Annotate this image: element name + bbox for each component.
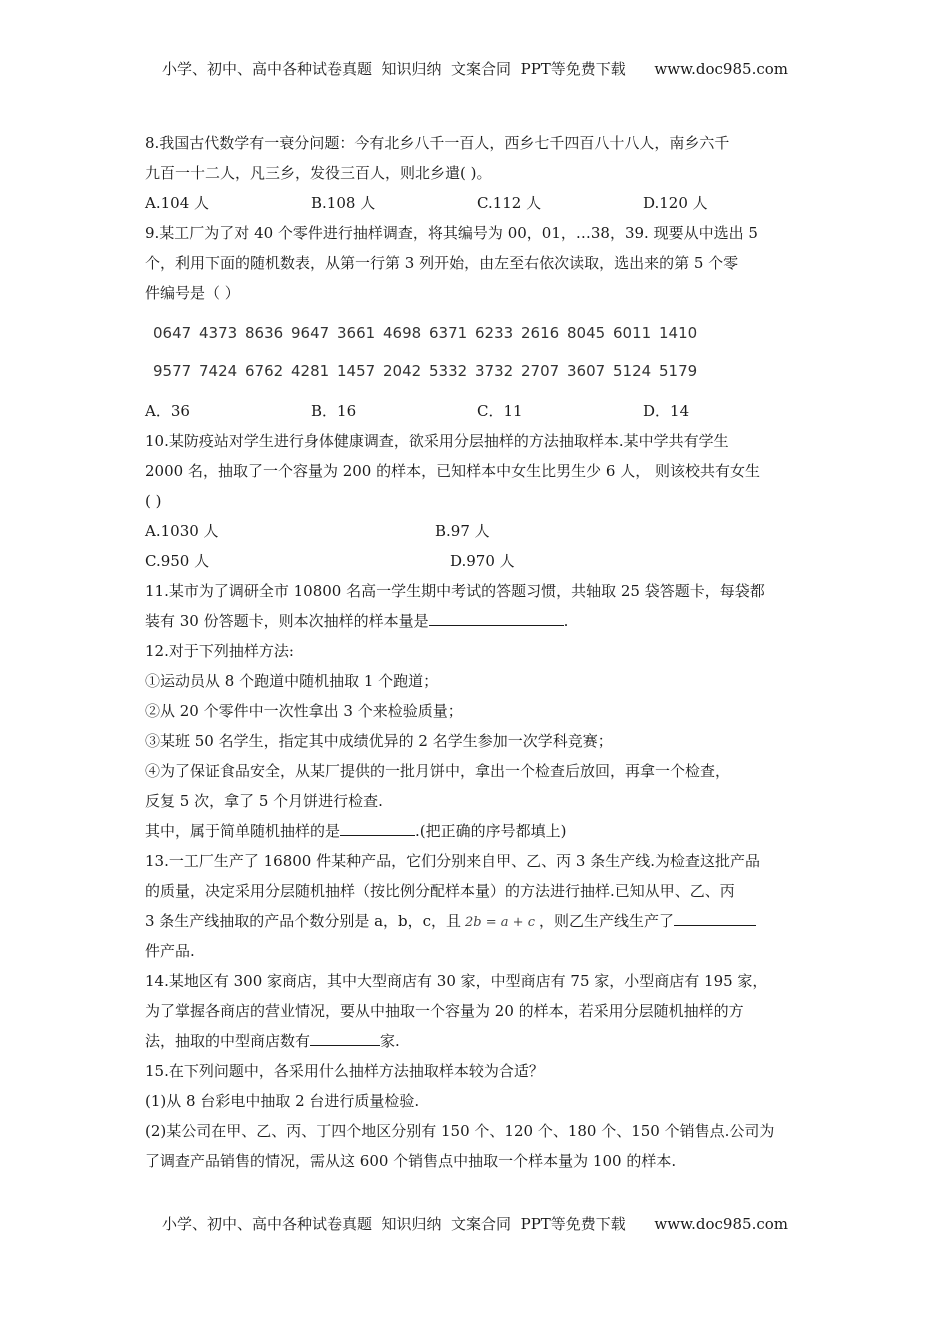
q10-line3: ( ): [145, 492, 162, 510]
q10-line1: 10.某防疫站对学生进行身体健康调查，欲采用分层抽样的方法抽取样本.某中学共有学生: [145, 432, 729, 450]
q9-line1: 9.某工厂为了对 40 个零件进行抽样调查，将其编号为 00，01，…38，39. 现要从中选出 5: [145, 224, 758, 242]
q9-option-d: D．14: [643, 402, 690, 420]
q10-option-c: C.950 人: [145, 552, 210, 570]
q8-line2: 九百一十二人，凡三乡，发役三百人，则北乡遣( )。: [145, 164, 492, 182]
q8-options: [145, 188, 810, 218]
random-number: 1410: [659, 324, 698, 342]
q12-item-2: ②从 20 个零件中一次性拿出 3 个来检验质量；: [145, 702, 463, 720]
q10-option-b: B.97 人: [435, 522, 490, 540]
q9-line2: 个，利用下面的随机数表，从第一行第 3 列开始，由左至右依次读取，选出来的第 5 个零: [145, 254, 739, 272]
q9-option-b: B．16: [311, 402, 357, 420]
random-number: 8045: [567, 324, 606, 342]
q10-option-a: A.1030 人: [145, 522, 219, 540]
q8-option-c: C.112 人: [477, 194, 542, 212]
q8-option-a: A.104 人: [145, 194, 209, 212]
q9-options: [145, 396, 810, 426]
answer-blank[interactable]: [310, 1027, 380, 1046]
q12-title: 12.对于下列抽样方法:: [145, 642, 294, 660]
random-number: 4698: [383, 324, 422, 342]
page-header: 小学、初中、高中各种试卷真题 知识归纳 文案合同 PPT等免费下载 www.doc985.com: [161, 60, 788, 78]
random-number-row-2: [145, 352, 810, 390]
q14-line1: 14.某地区有 300 家商店，其中大型商店有 30 家，中型商店有 75 家，小型商店有 195 家，: [145, 972, 768, 990]
random-number: 2707: [521, 362, 560, 380]
random-number: 5124: [613, 362, 652, 380]
random-number: 8636: [245, 324, 284, 342]
q9-option-a: A．36: [145, 402, 190, 420]
random-number: 5179: [659, 362, 698, 380]
random-number: 0647: [153, 324, 192, 342]
page-footer: 小学、初中、高中各种试卷真题 知识归纳 文案合同 PPT等免费下载 www.doc985.com: [161, 1215, 788, 1233]
random-number: 3732: [475, 362, 514, 380]
q13-line1: 13.一工厂生产了 16800 件某种产品，它们分别来自甲、乙、丙 3 条生产线.为检查这批产品: [145, 852, 760, 870]
random-number-row-1: [145, 314, 810, 352]
q15-line3: (2)某公司在甲、乙、丙、丁四个地区分别有 150 个、120 个、180 个、150 个销售点.公司为: [145, 1122, 775, 1140]
q9-option-c: C．11: [477, 402, 523, 420]
random-number: 6762: [245, 362, 284, 380]
q11-line1: 11.某市为了调研全市 10800 名高一学生期中考试的答题习惯，共轴取 25 袋答题卡，每袋都: [145, 582, 765, 600]
q15-line4: 了调查产品销售的情况，需从这 600 个销售点中抽取一个样本量为 100 的样本.: [145, 1152, 677, 1170]
q12-item-3: ③某班 50 名学生，指定其中成绩优异的 2 名学生参加一次学科竞赛；: [145, 732, 613, 750]
question-content: [145, 128, 810, 1176]
random-number: 3661: [337, 324, 376, 342]
q8-option-d: D.120 人: [643, 194, 708, 212]
answer-blank[interactable]: [340, 817, 415, 836]
random-number: 6233: [475, 324, 514, 342]
formula-2b-eq-a-plus-c: 2b = a + c: [465, 915, 535, 930]
random-number: 3607: [567, 362, 606, 380]
q13-line2: 的质量，决定采用分层随机抽样（按比例分配样本量）的方法进行抽样.已知从甲、乙、丙: [145, 882, 735, 900]
random-number: 6011: [613, 324, 652, 342]
random-number: 5332: [429, 362, 468, 380]
q15-line1: 15.在下列问题中，各采用什么抽样方法抽取样本较为合适？: [145, 1062, 544, 1080]
q13-line3: 3 条生产线抽取的产品个数分别是 a，b，c，且 2b = a + c ，则乙生产线生产了: [145, 906, 810, 936]
random-number: 2616: [521, 324, 560, 342]
random-number: 9577: [153, 362, 192, 380]
random-number: 2042: [383, 362, 422, 380]
q8-option-b: B.108 人: [311, 194, 376, 212]
random-number: 6371: [429, 324, 468, 342]
q15-line2: (1)从 8 台彩电中抽取 2 台进行质量检验.: [145, 1092, 420, 1110]
random-number: 4373: [199, 324, 238, 342]
q12-item-4-cont: 反复 5 次，拿了 5 个月饼进行检查.: [145, 792, 383, 810]
q13-line4: 件产品.: [145, 942, 195, 960]
random-number: 1457: [337, 362, 376, 380]
q8-line1: 8.我国古代数学有一衰分问题：今有北乡八千一百人，西乡七千四百八十八人，南乡六千: [145, 134, 730, 152]
q10-options-row2: [145, 546, 810, 576]
q9-line3: 件编号是（ ）: [145, 284, 240, 302]
random-number: 4281: [291, 362, 330, 380]
q12-item-4: ④为了保证食品安全，从某厂提供的一批月饼中，拿出一个检查后放回，再拿一个检查，: [145, 762, 731, 780]
q10-line2: 2000 名，抽取了一个容量为 200 的样本，已知样本中女生比男生少 6 人， 则该校共有女生: [145, 462, 760, 480]
answer-blank[interactable]: [429, 607, 564, 626]
q12-question: 其中，属于简单随机抽样的是 .(把正确的序号都填上): [145, 816, 810, 846]
q14-line2: 为了掌握各商店的营业情况，要从中抽取一个容量为 20 的样本，若采用分层随机抽样的方: [145, 1002, 744, 1020]
q10-option-d: D.970 人: [450, 552, 515, 570]
random-number: 7424: [199, 362, 238, 380]
random-number: 9647: [291, 324, 330, 342]
q11-line2: 装有 30 份答题卡，则本次抽样的样本量是 .: [145, 606, 810, 636]
q14-line3: 法，抽取的中型商店数有 家.: [145, 1026, 810, 1056]
q12-item-1: ①运动员从 8 个跑道中随机抽取 1 个跑道；: [145, 672, 439, 690]
answer-blank[interactable]: [674, 907, 756, 926]
q10-options-row1: [145, 516, 810, 546]
